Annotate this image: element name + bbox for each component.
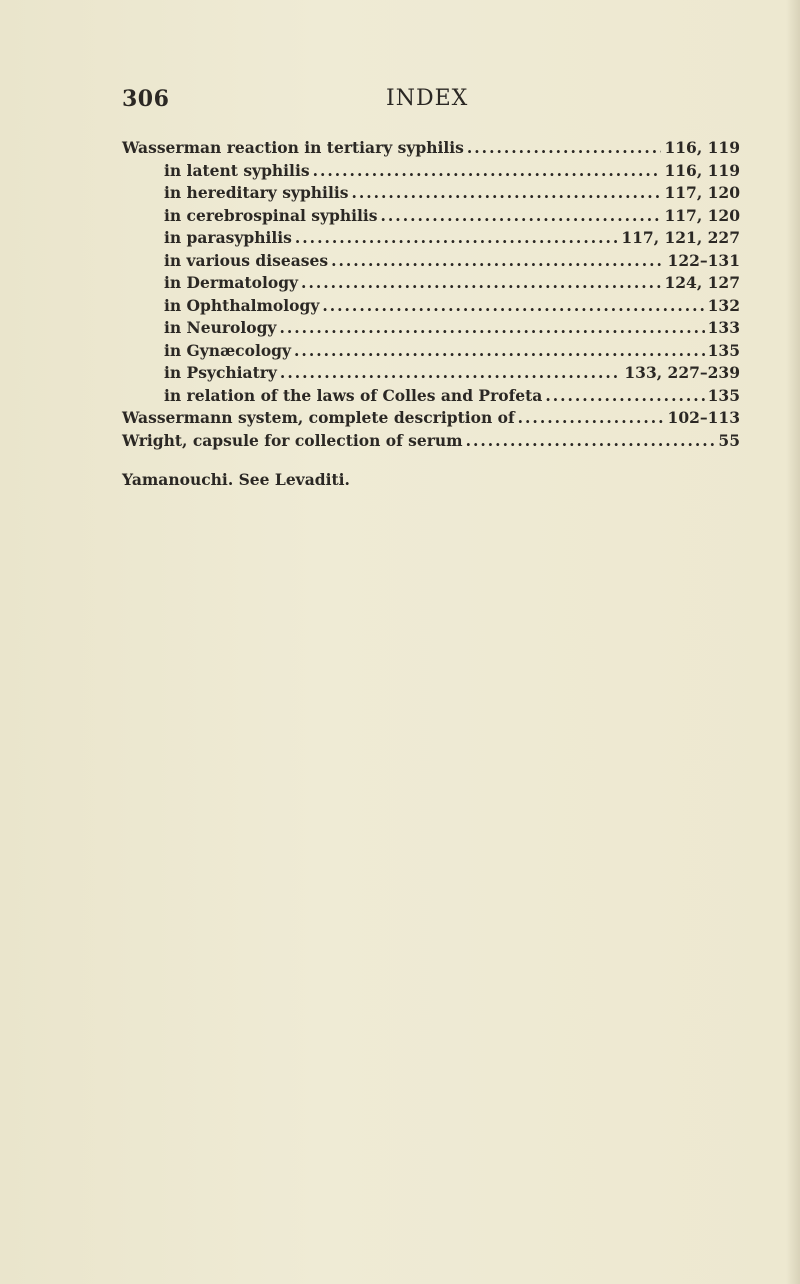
entry-term: in latent syphilis xyxy=(164,160,310,180)
dot-leader xyxy=(545,386,704,405)
dot-leader xyxy=(280,363,621,382)
dot-leader xyxy=(322,296,704,315)
running-title: INDEX xyxy=(386,86,469,111)
dot-leader xyxy=(351,183,661,202)
index-subentry xyxy=(122,251,740,274)
entry-pages: 133 xyxy=(707,318,740,337)
dot-leader xyxy=(467,138,662,157)
entry-term: Wasserman reaction in tertiary syphilis xyxy=(122,138,464,157)
page-number: 306 xyxy=(122,86,170,112)
index-subentry xyxy=(122,206,740,229)
entry-pages: 124, 127 xyxy=(664,273,740,292)
index-subentry xyxy=(122,183,740,206)
index-entry xyxy=(122,431,740,454)
page-edge-shadow xyxy=(786,0,800,1284)
entry-term: in cerebrospinal syphilis xyxy=(164,205,378,225)
entry-term: in Neurology xyxy=(164,318,277,337)
dot-leader xyxy=(466,431,716,450)
index-subentry xyxy=(122,341,740,364)
entry-term: in various diseases xyxy=(164,250,329,270)
dot-leader xyxy=(518,408,665,427)
entry-pages: 132 xyxy=(707,295,740,315)
entry-pages: 117, 121, 227 xyxy=(621,228,740,247)
entry-term: in hereditary syphilis xyxy=(164,183,349,202)
entry-pages: 116, 119 xyxy=(664,160,740,180)
index-subentry xyxy=(122,318,740,341)
entry-term: in Dermatology xyxy=(164,273,299,292)
entry-pages: 135 xyxy=(707,340,740,360)
dot-leader xyxy=(295,228,618,247)
entry-term: in relation of the laws of Colles and Profeta xyxy=(164,385,543,405)
index-subentry xyxy=(122,161,740,184)
entry-term: in Ophthalmology xyxy=(164,295,320,315)
entry-pages: 135 xyxy=(707,385,740,405)
dot-leader xyxy=(381,206,662,225)
entry-pages: 117, 120 xyxy=(664,183,740,202)
index-subentry xyxy=(122,386,740,409)
entry-term: in Psychiatry xyxy=(164,363,277,382)
entry-pages: 55 xyxy=(718,430,740,450)
entry-term: in Gynæcology xyxy=(164,340,292,360)
index-subentry xyxy=(122,273,740,296)
entry-term: Wright, capsule for collection of serum xyxy=(122,430,463,450)
dot-leader xyxy=(294,341,705,360)
index-entry xyxy=(122,408,740,431)
dot-leader xyxy=(313,161,662,180)
entry-pages: 117, 120 xyxy=(664,205,740,225)
index-subentry xyxy=(122,363,740,386)
cross-reference-entry: Yamanouchi. See Levaditi. xyxy=(122,470,350,489)
dot-leader xyxy=(301,273,661,292)
index-subentry xyxy=(122,296,740,319)
entry-pages: 102–113 xyxy=(667,408,740,427)
entry-pages: 133, 227–239 xyxy=(624,363,740,382)
index-entries xyxy=(122,138,740,453)
entry-pages: 122–131 xyxy=(667,250,740,270)
index-subentry xyxy=(122,228,740,251)
dot-leader xyxy=(279,318,704,337)
entry-term: Wassermann system, complete description of xyxy=(122,408,515,427)
entry-pages: 116, 119 xyxy=(664,138,740,157)
entry-term: in parasyphilis xyxy=(164,228,292,247)
page-header xyxy=(0,86,800,114)
dot-leader xyxy=(331,251,664,270)
index-entry xyxy=(122,138,740,161)
